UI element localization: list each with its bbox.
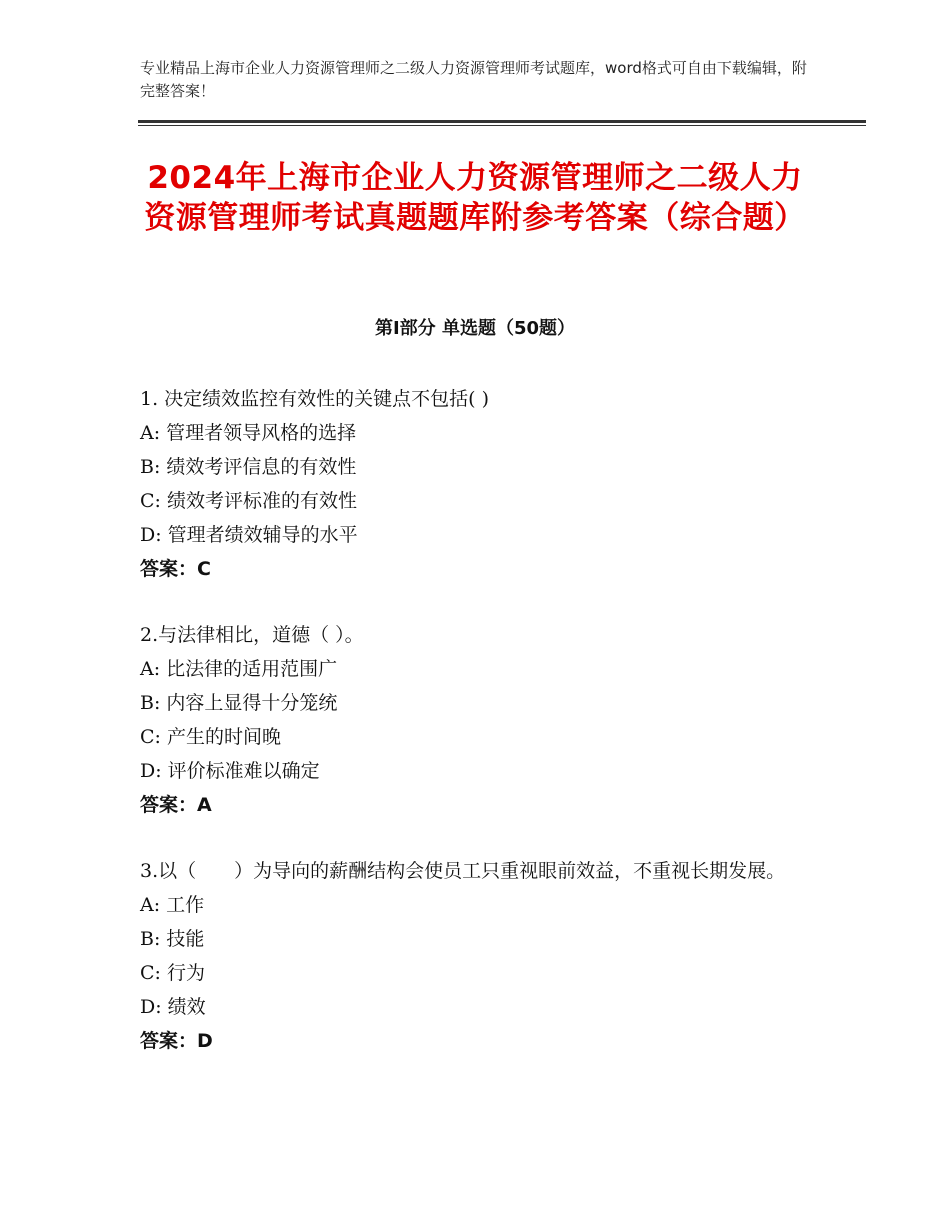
question-stem: 3.以（ ）为导向的薪酬结构会使员工只重视眼前效益，不重视长期发展。 bbox=[140, 860, 786, 882]
question-1 bbox=[140, 382, 810, 586]
header-note: 专业精品上海市企业人力资源管理师之二级人力资源管理师考试题库，word格式可自由下载编辑，附完整答案！ bbox=[140, 59, 807, 100]
answer-line: 答案：C bbox=[140, 558, 211, 580]
option-b: B: 绩效考评信息的有效性 bbox=[140, 456, 357, 478]
answer-line: 答案：D bbox=[140, 1030, 213, 1052]
header-rule-thick bbox=[138, 120, 866, 123]
option-a: A: 管理者领导风格的选择 bbox=[140, 422, 357, 444]
question-2 bbox=[140, 618, 810, 822]
option-c: C: 行为 bbox=[140, 962, 205, 984]
option-a: A: 比法律的适用范围广 bbox=[140, 658, 338, 680]
question-stem: 2.与法律相比，道德（ ）。 bbox=[140, 624, 364, 646]
option-d: D: 管理者绩效辅导的水平 bbox=[140, 524, 358, 546]
question-3 bbox=[140, 854, 810, 1058]
question-stem: 1. 决定绩效监控有效性的关键点不包括( ) bbox=[140, 388, 490, 410]
document-title: 2024年上海市企业人力资源管理师之二级人力资源管理师考试真题题库附参考答案（综合题） bbox=[144, 160, 806, 236]
option-d: D: 评价标准难以确定 bbox=[140, 760, 320, 782]
option-b: B: 内容上显得十分笼统 bbox=[140, 692, 338, 714]
question-list bbox=[140, 382, 810, 1090]
header-rule-thin bbox=[138, 125, 866, 126]
option-c: C: 绩效考评标准的有效性 bbox=[140, 490, 357, 512]
option-a: A: 工作 bbox=[140, 894, 205, 916]
option-d: D: 绩效 bbox=[140, 996, 206, 1018]
section-heading: 第Ⅰ部分 单选题（50题） bbox=[374, 318, 575, 339]
option-b: B: 技能 bbox=[140, 928, 205, 950]
answer-line: 答案：A bbox=[140, 794, 212, 816]
option-c: C: 产生的时间晚 bbox=[140, 726, 281, 748]
